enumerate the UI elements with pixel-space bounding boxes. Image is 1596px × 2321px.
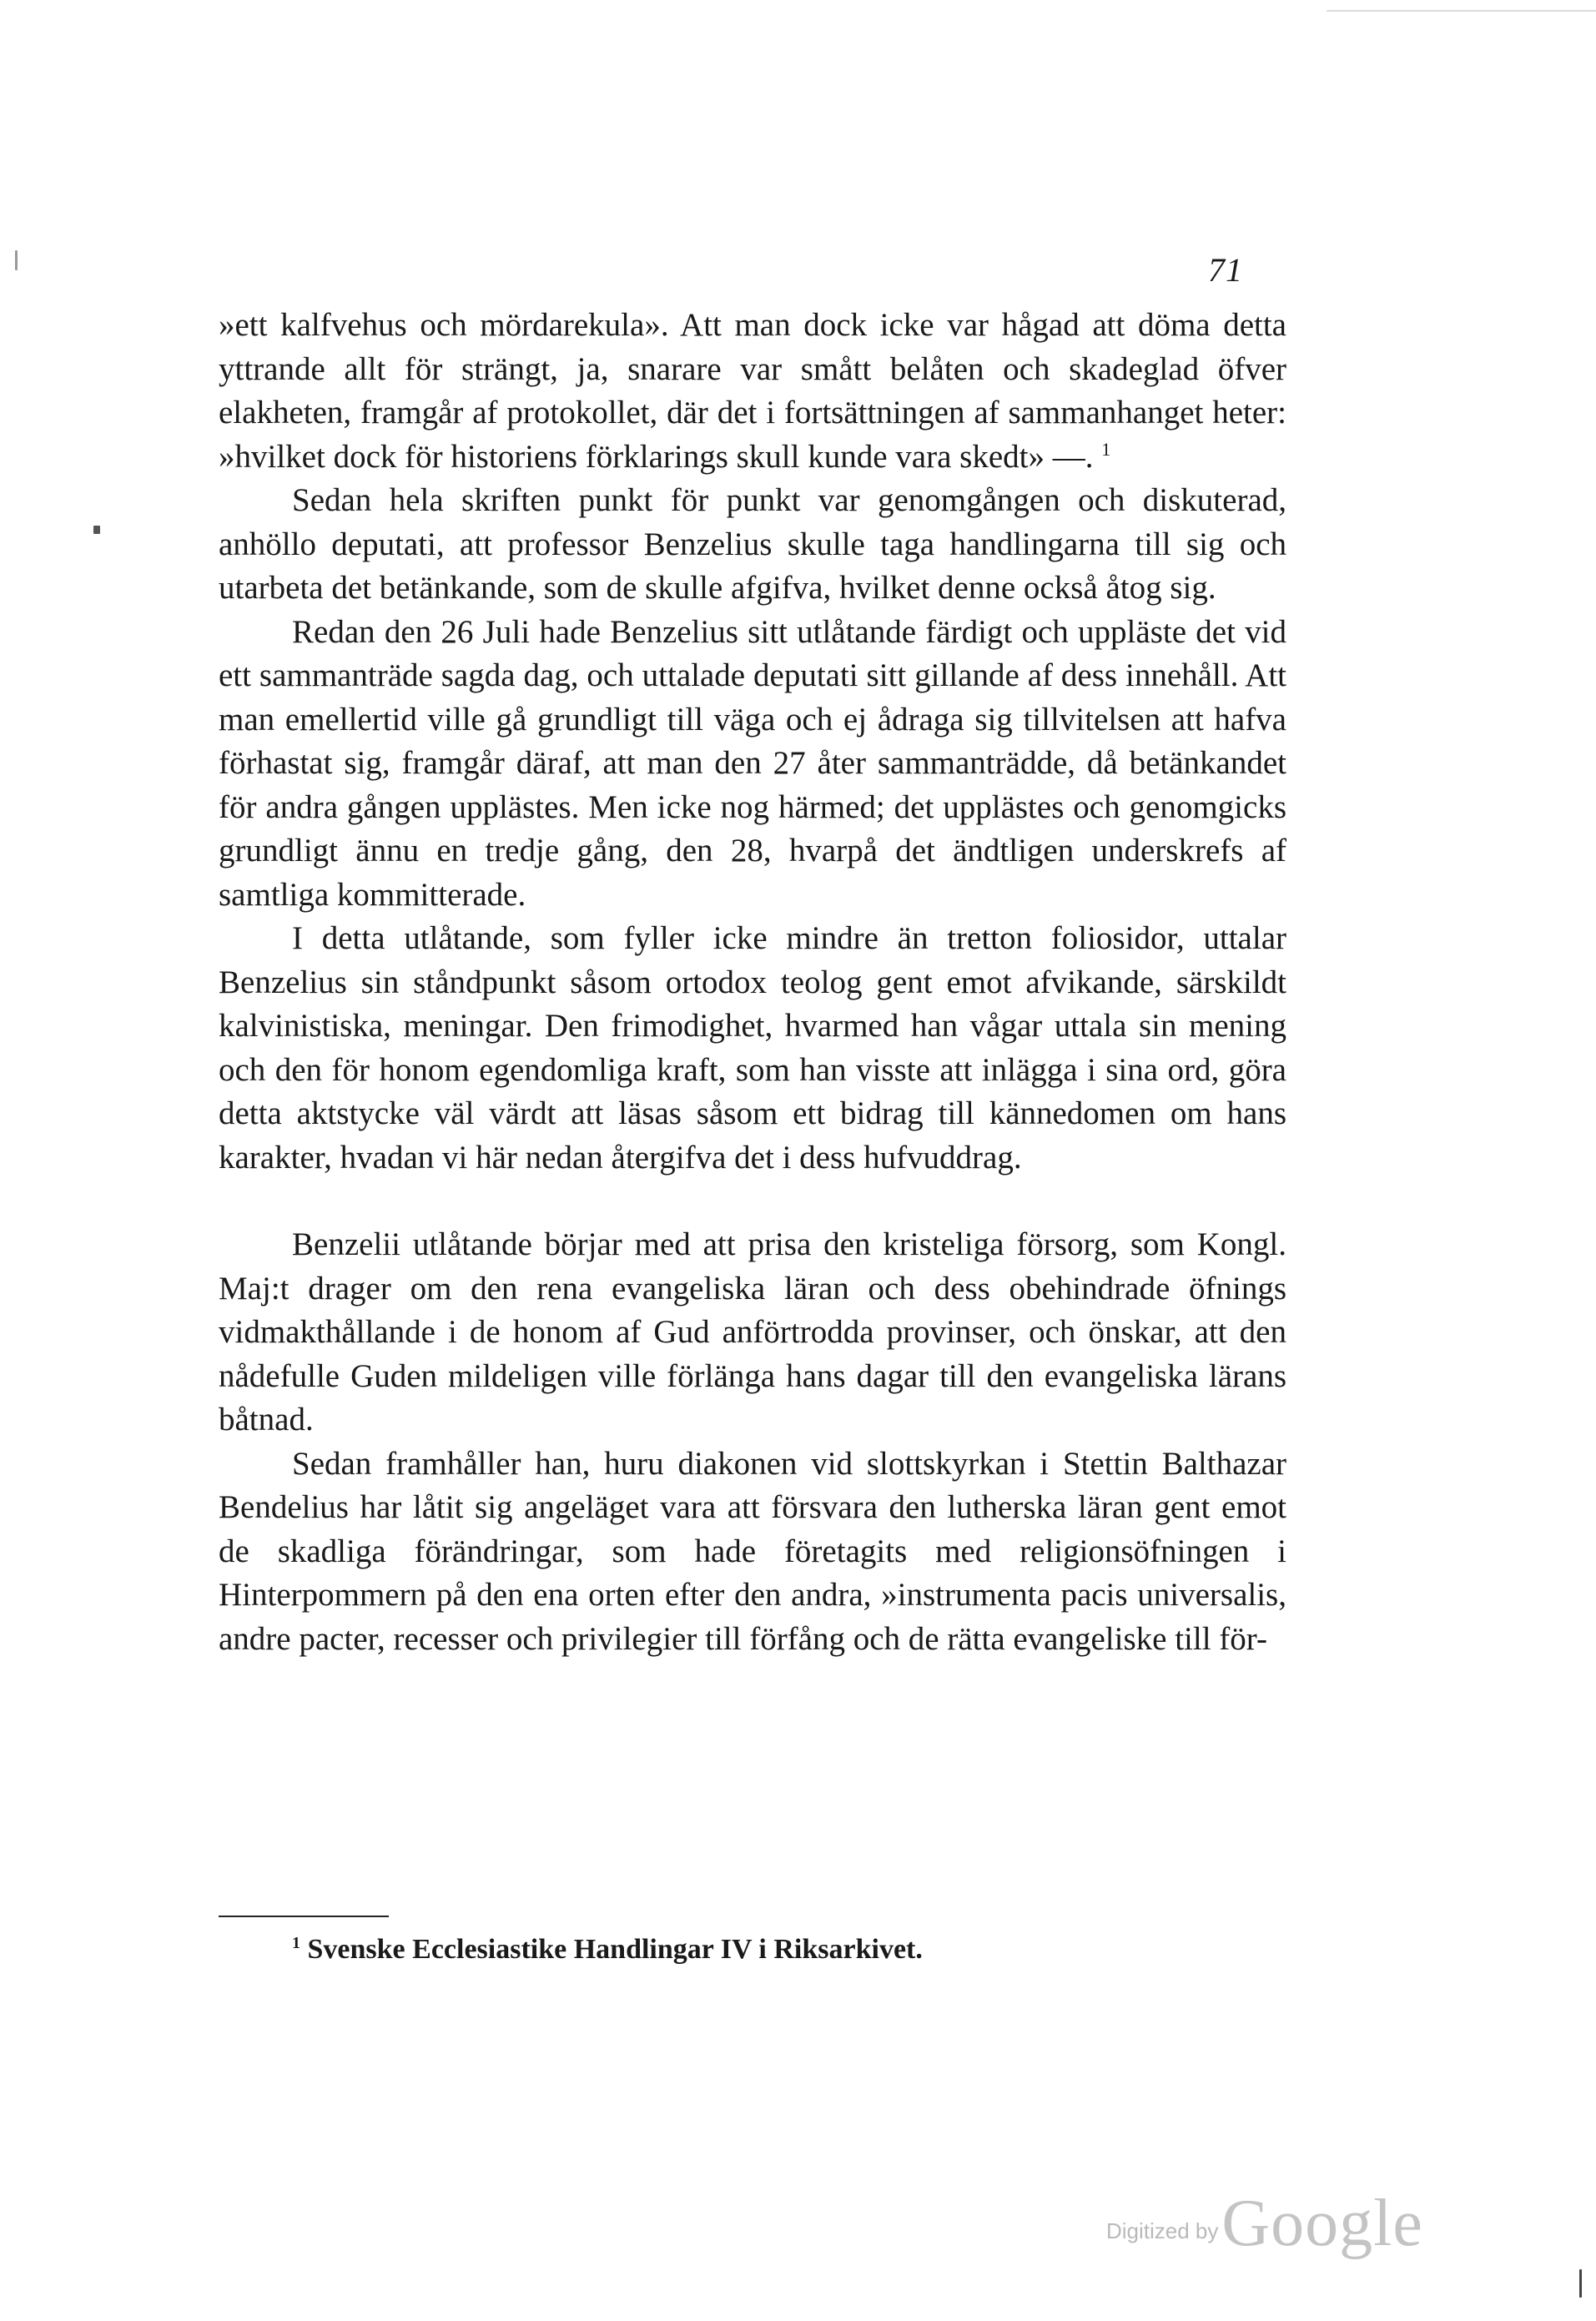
paragraph-text: »ett kalfvehus och mördarekula». Att man dock icke var hågad att döma detta yttrande allt för strängt, ja, snarare var smått belåten och skadeglad öfver elakheten, framgår af protokollet, där det i fortsättningen af sammanhanget heter: »hvilket dock för historiens förklarings skull kunde vara skedt» —.: [219, 307, 1286, 475]
scan-edge-line: [1327, 10, 1596, 12]
body-text: [219, 304, 1286, 1661]
footnote-marker: 1: [292, 1934, 300, 1952]
paragraph: Redan den 26 Juli hade Benzelius sitt utlåtande färdigt och uppläste det vid ett sammanträde sagda dag, och uttalade deputati sitt gillande af dess innehåll. Att man emellertid ville gå grundligt till väga och ej ådraga sig tillvitelsen att hafva förhastat sig, framgår däraf, att man den 27 åter sammanträdde, då betänkandet för andra gången upplästes. Men icke nog härmed; det upplästes och genomgicks grundligt ännu en tredje gång, den 28, hvarpå det ändtligen underskrefs af samtliga kommitterade.: [219, 613, 1286, 913]
margin-scan-mark: [15, 250, 18, 270]
watermark-brand: Google: [1221, 2187, 1423, 2260]
page-number: 71: [1208, 251, 1243, 289]
footnote-reference: 1: [1101, 438, 1111, 460]
digitized-watermark: [1106, 2186, 1423, 2262]
paragraph: Benzelii utlåtande börjar med att prisa den kristeliga försorg, som Kongl. Maj:t drager om den rena evangeliska läran och dess obehindrade öfnings vidmakthållande i de honom af Gud anförtrodda provinser, och önskar, att den nådefulle Guden mildeligen ville förlänga hans dagar till den evangeliska lärans båtnad.: [219, 1226, 1286, 1437]
margin-scan-mark: [93, 526, 100, 534]
paragraph: Sedan framhåller han, huru diakonen vid slottskyrkan i Stettin Balthazar Bendelius har låtit sig angeläget vara att försvara den lutherska läran gent emot de skadliga förändringar, som hade företagits med religionsöfningen i Hinterpommern på den ena orten efter den andra, »instrumenta pacis universalis, andre pacter, recesser och privilegier till förfång och de rätta evangeliske till för-: [219, 1445, 1286, 1657]
footnote-divider: [219, 1916, 389, 1917]
paragraph: Sedan hela skriften punkt för punkt var genomgången och diskuterad, anhöllo deputati, att professor Benzelius skulle taga handlingarna till sig och utarbeta det betänkande, som de skulle afgifva, hvilket denne också åtog sig.: [219, 482, 1286, 606]
margin-scan-mark: [1579, 2269, 1582, 2298]
footnote: [292, 1934, 923, 1966]
footnote-text: Svenske Ecclesiastike Handlingar IV i Riksarkivet.: [307, 1934, 923, 1965]
paragraph: [219, 304, 1286, 479]
watermark-prefix: Digitized by: [1106, 2218, 1219, 2243]
paragraph: I detta utlåtande, som fyller icke mindre än tretton foliosidor, uttalar Benzelius sin ståndpunkt såsom ortodox teolog gent emot afvikande, särskildt kalvinistiska, meningar. Den frimodighet, hvarmed han vågar uttala sin mening och den för honom egendomliga kraft, som han visste att inlägga i sina ord, göra detta aktstycke väl värdt att läsas såsom ett bidrag till kännedomen om hans karakter, hvadan vi här nedan återgifva det i dess hufvuddrag.: [219, 920, 1286, 1176]
